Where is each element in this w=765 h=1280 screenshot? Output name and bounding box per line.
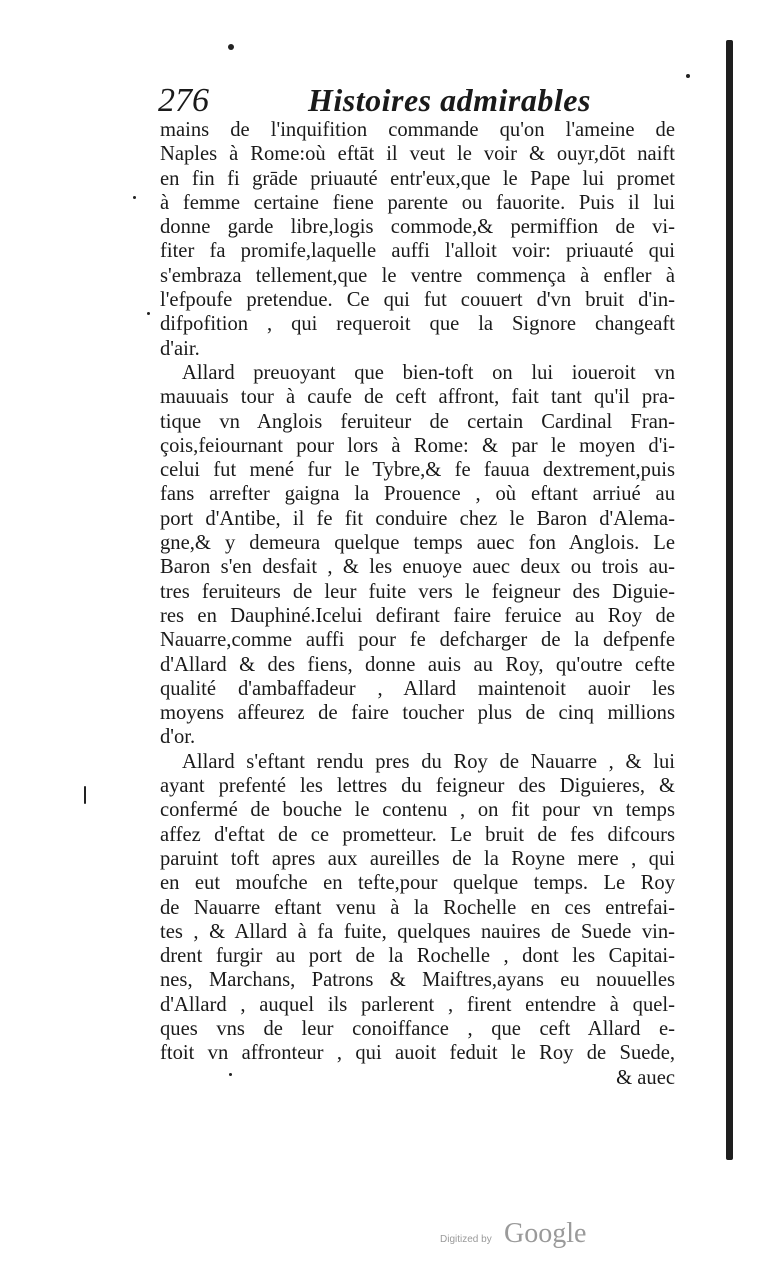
- ink-speck: [686, 74, 690, 78]
- text-line: Allard preuoyant que bien-toft on lui ioueroit vn: [182, 361, 675, 384]
- text-line: Naples à Rome:où eftāt il veut le voir & ouyr,dōt naift: [160, 143, 675, 166]
- running-title: Histoires admirables: [308, 82, 591, 118]
- text-line: d'Allard & des fiens, donne auis au Roy, qu'outre cefte: [160, 653, 675, 676]
- text-line: à femme certaine fiene parente ou fauorite. Puis il lui: [160, 191, 675, 214]
- text-line: drent furgir au port de la Rochelle , dont les Capitai-: [160, 945, 675, 968]
- text-line: gne,& y demeura quelque temps auec fon Anglois. Le: [160, 532, 675, 555]
- text-line: ftoit vn affronteur , qui auoit feduit le Roy de Suede,: [160, 1042, 675, 1065]
- text-line: moyens affeurez de faire toucher plus de cinq millions: [160, 702, 675, 725]
- text-line: Nauarre,comme auffi pour fe defcharger de la defpenfe: [160, 629, 675, 652]
- text-line: nes, Marchans, Patrons & Maiftres,ayans eu nouuelles: [160, 969, 675, 992]
- text-line: affez d'eftat de ce prometteur. Le bruit de fes difcours: [160, 823, 675, 846]
- text-line: çois,feiournant pour lors à Rome: & par le moyen d'i-: [160, 434, 675, 457]
- body-text: [160, 118, 675, 1090]
- text-line: qualité d'ambaffadeur , Allard maintenoit auoir les: [160, 677, 675, 700]
- binding-edge: [726, 40, 733, 1160]
- text-line: en eut moufche en tefte,pour quelque temps. Le Roy: [160, 872, 675, 895]
- text-line: d'Allard , auquel ils parlerent , firent entendre à quel-: [160, 993, 675, 1016]
- text-line: tres feruiteurs de leur fuite vers le feigneur des Diguie-: [160, 580, 675, 603]
- text-line: celui fut mené fur le Tybre,& fe fauua dextrement,puis: [160, 459, 675, 482]
- digitization-watermark: [440, 1218, 620, 1258]
- text-line: res en Dauphiné.Icelui defirant faire feruice au Roy de: [160, 604, 675, 627]
- text-line: en fin fi grāde priuauté entr'eux,que le Pape lui promet: [160, 167, 675, 190]
- text-line: mauuais tour à caufe de ceft affront, fait tant qu'il pra-: [160, 386, 675, 409]
- text-line: paruint toft apres aux aureilles de la Royne mere , qui: [160, 847, 675, 870]
- text-line: l'efpoufe pretendue. Ce qui fut couuert d'vn bruit d'in-: [160, 289, 675, 312]
- text-line: ayant prefenté les lettres du feigneur des Diguieres, &: [160, 775, 675, 798]
- text-line: d'or.: [160, 726, 196, 749]
- google-logo: Google: [504, 1218, 587, 1249]
- text-line: fans arrefter gaigna la Prouence , où eftant arriué au: [160, 483, 675, 506]
- text-line: tique vn Anglois feruiteur de certain Cardinal Fran-: [160, 410, 675, 433]
- text-line: Baron s'en desfait , & les enuoye auec deux ou trois au-: [160, 556, 675, 579]
- ink-speck: [147, 312, 150, 315]
- text-line: fiter fa promife,laquelle auffi l'alloit voir: priuauté qui: [160, 240, 675, 263]
- page-number: 276: [158, 82, 209, 119]
- text-line: d'air.: [160, 337, 200, 360]
- text-line: s'embraza tellement,que le ventre commença à enfler à: [160, 264, 675, 287]
- text-line: tes , & Allard à fa fuite, quelques nauires de Suede vin-: [160, 920, 675, 943]
- text-line: difpofition , qui requeroit que la Signore changeaft: [160, 313, 675, 336]
- text-line: de Nauarre eftant venu à la Rochelle en ces entrefai-: [160, 896, 675, 919]
- watermark-prefix: Digitized by: [440, 1234, 492, 1245]
- catchword: & auec: [616, 1066, 675, 1089]
- text-line: confermé de bouche le contenu , on fit pour vn temps: [160, 799, 675, 822]
- text-line: Allard s'eftant rendu pres du Roy de Nauarre , & lui: [182, 750, 675, 773]
- ink-speck: [84, 786, 86, 804]
- text-line: mains de l'inquifition commande qu'on l'ameine de: [160, 119, 675, 141]
- ink-speck: [228, 44, 234, 50]
- text-line: donne garde libre,logis commode,& permiffion de vi-: [160, 216, 675, 239]
- text-line: ques vns de leur conoiffance , que ceft Allard e-: [160, 1017, 675, 1040]
- ink-speck: [133, 196, 136, 199]
- text-line: port d'Antibe, il fe fit conduire chez le Baron d'Alema-: [160, 507, 675, 530]
